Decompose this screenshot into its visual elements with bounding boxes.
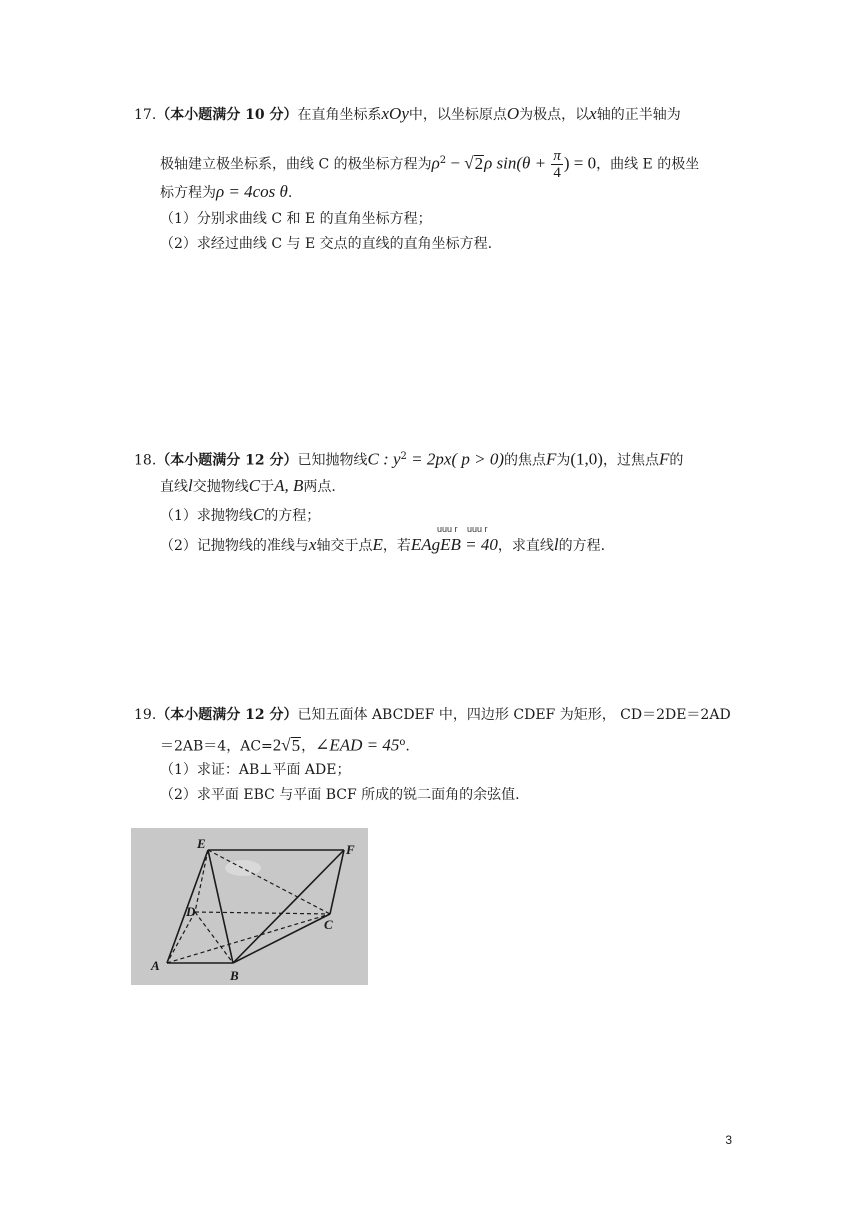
q17-line1: 17.（本小题满分 10 分）在直角坐标系xOy中，以坐标原点O为极点，以x轴的正半轴为 <box>134 104 681 123</box>
label-a: A <box>151 958 160 973</box>
score-tag: （本小题满分 12 分） <box>156 707 298 723</box>
question-number: 17. <box>134 107 157 123</box>
q18-line2: 直线l交抛物线C于A, B两点. <box>160 476 336 495</box>
score-tag: （本小题满分 12 分） <box>156 452 298 469</box>
q17-line3: 标方程为ρ = 4cos θ. <box>160 182 293 201</box>
vector-arrow-ea: uuu r <box>437 524 458 534</box>
page-number: 3 <box>725 1133 732 1147</box>
q19-part2: （2）求平面 EBC 与平面 BCF 所成的锐二面角的余弦值. <box>160 787 520 803</box>
q19-line2: ＝2AB＝4，AC=2√5，∠EAD = $45^o$. <box>160 735 410 755</box>
q17-line2: 极轴建立极坐标系，曲线 C 的极坐标方程为$\rho^2 - √2\rho$ sin(θ + $\frac{\pi}{4}$ ) = 0，曲线 E 的极坐 <box>160 148 700 182</box>
edge-fc <box>330 850 344 914</box>
q17-part2: （2）求经过曲线 C 与 E 交点的直线的直角坐标方程. <box>160 236 493 252</box>
score-tag: （本小题满分 10 分） <box>156 107 298 123</box>
pi-over-4-fraction: $\frac{\pi}{4}$ <box>553 148 561 182</box>
smudge-mark <box>225 860 261 876</box>
q18-line1: 18.（本小题满分 12 分）已知抛物线C : $y^2 = 2px$( p > 0)的焦点F为(1,0)，过焦点F的 <box>134 449 684 469</box>
label-f: F <box>346 842 355 857</box>
equation-e: ρ = 4cos θ <box>216 182 288 201</box>
label-b: B <box>230 968 239 983</box>
q19-part1: （1）求证：AB⊥平面 ADE； <box>160 762 351 778</box>
label-c: C <box>324 917 333 932</box>
q18-part2: （2）记抛物线的准线与x轴交于点E，若EAgEB = 40，求直线l的方程. <box>160 535 606 554</box>
question-number: 19. <box>134 707 157 723</box>
label-e: E <box>197 836 206 851</box>
equation-c: ρ <box>431 153 440 173</box>
q17-part1: （1）分别求曲线 C 和 E 的直角坐标方程； <box>160 211 432 227</box>
dot-product-equation: EAgEB = 40 <box>410 535 498 554</box>
label-d: D <box>186 904 196 919</box>
q18-part1: （1）求抛物线C的方程； <box>160 505 321 524</box>
vector-arrow-eb: uuu r <box>467 524 488 534</box>
edge-dc <box>195 912 330 914</box>
angle-ead: ∠EAD = 45 <box>315 735 400 755</box>
pentahedron-figure <box>131 828 368 985</box>
q19-line1: 19.（本小题满分 12 分）已知五面体 ABCDEF 中，四边形 CDEF 为矩形， CD＝2DE＝2AD <box>134 707 731 723</box>
question-number: 18. <box>134 452 157 469</box>
pentahedron-diagram <box>131 828 368 985</box>
